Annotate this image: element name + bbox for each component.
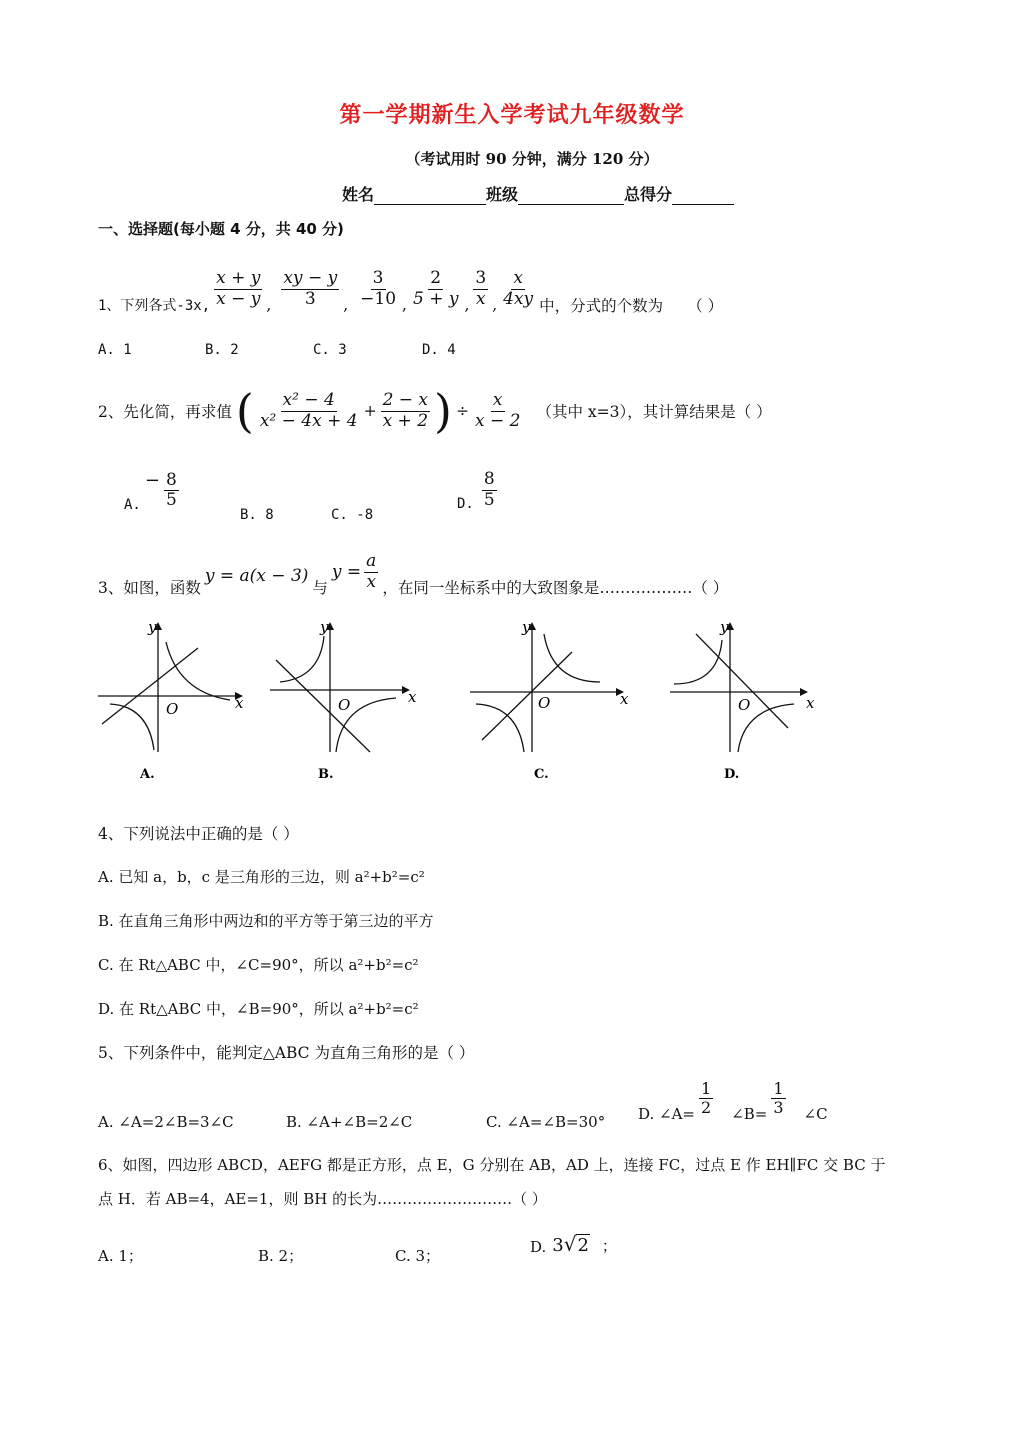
q5-option-c[interactable]: C. ∠A=∠B=30° [486,1113,606,1131]
q1-option-b[interactable]: B. 2 [205,342,239,358]
q5-option-b[interactable]: B. ∠A+∠B=2∠C [286,1113,413,1131]
q3-function-1: y = a(x − 3) [204,566,309,587]
q1-fraction-4: $\frac{2}{5 + y}$ [412,267,459,309]
q6-option-b[interactable]: B. 2； [258,1247,304,1265]
svg-text:x: x [620,690,629,708]
score-label: 总得分 [624,185,673,204]
class-blank[interactable] [518,188,624,205]
q2-option-d[interactable]: D. $\frac{8}{5}$ [457,469,495,513]
q2-fraction-c: $\frac{x}{x - 2}$ [474,389,521,431]
q5-option-a[interactable]: A. ∠A=2∠B=3∠C [98,1113,234,1131]
q2-option-c[interactable]: C. -8 [331,507,374,523]
svg-text:A.: A. [140,767,155,782]
question-3 [98,552,728,598]
question-6-line-2: 点 H．若 AB=4，AE=1，则 BH 的长为………………………（ ） [98,1190,547,1208]
graph-a[interactable] [98,618,244,782]
q1-fraction-6: $\frac{x}{4xy}$ [503,267,534,309]
q4-option-a[interactable]: A. 已知 a，b，c 是三角形的三边，则 a²+b²=c² [98,868,425,886]
svg-text:B.: B. [318,767,334,782]
class-label: 班级 [486,185,519,204]
q2-divide-sign: ÷ [455,402,469,420]
student-info [342,182,734,205]
svg-text:y: y [720,618,729,636]
q4-option-c[interactable]: C. 在 Rt△ABC 中，∠C=90°，所以 a²+b²=c² [98,956,419,974]
svg-text:O: O [738,696,751,714]
question-1: 1、下列各式-3x, $\frac{x + y}{x - y}$ , $\frac{xy - y}{3}$ , $\frac{3}{-10}$ , $\frac{2}{5 + y}$ , $\frac{3}{x}$ , $\frac{x}{4xy}$ 中，分式的个数为 （ ） [98,267,724,315]
svg-text:y: y [320,618,329,636]
svg-text:y: y [522,618,531,636]
q1-fraction-2: $\frac{xy - y}{3}$ [283,267,338,309]
graph-b[interactable] [270,618,417,782]
svg-text:y: y [148,618,157,636]
score-blank[interactable] [672,188,734,205]
q1-option-c[interactable]: C. 3 [313,342,347,358]
page-title: 第一学期新生入学考试九年级数学 [339,102,685,128]
q5-option-d[interactable]: D. ∠A= $\frac{1}{2}$ ∠B= $\frac{1}{3}$ ∠C [638,1079,828,1123]
q2-option-b[interactable]: B. 8 [240,507,274,523]
svg-text:x: x [235,694,244,712]
q3-prefix: 3、如图，函数 [98,579,201,598]
q1-fraction-3: $\frac{3}{-10}$ [360,267,397,309]
q1-fraction-1: $\frac{x + y}{x - y}$ [216,267,261,309]
q2-plus-sign: + [363,402,377,420]
svg-text:O: O [338,696,351,714]
q4-option-b[interactable]: B. 在直角三角形中两边和的平方等于第三边的平方 [98,912,434,930]
question-2 [98,384,772,438]
q2-suffix: （其中 x=3），其计算结果是（ ） [536,403,772,421]
q6-option-d[interactable]: D. 3 √ 2 ； [530,1232,617,1256]
q1-answer-paren[interactable]: （ ） [687,297,724,315]
question-5-stem: 5、下列条件中，能判定△ABC 为直角三角形的是（ ） [98,1044,475,1062]
name-label: 姓名 [342,185,375,204]
q6-sqrt-expression: 3 √ 2 [552,1232,589,1256]
q2-prefix: 2、先化简，再求值 [98,403,232,421]
exam-subtitle: （考试用时 90 分钟，满分 120 分） [405,150,659,168]
q2-fraction-a: $\frac{\text{x² − 4}}{\text{x² − 4x + 4}}$ [259,389,358,431]
section-heading: 一、选择题(每小题 4 分，共 40 分) [98,220,344,238]
svg-text:O: O [538,694,551,712]
question-4-stem: 4、下列说法中正确的是（ ） [98,825,299,843]
q2-right-paren: ) [434,384,452,438]
svg-text:x: x [408,688,417,706]
q4-option-d[interactable]: D. 在 Rt△ABC 中，∠B=90°，所以 a²+b²=c² [98,1000,419,1018]
name-blank[interactable] [374,188,486,205]
svg-text:x: x [806,694,815,712]
svg-text:O: O [166,700,179,718]
q2-option-a[interactable]: A. − $\frac{8}{5}$ [124,469,177,513]
svg-text:C.: C. [534,767,549,782]
q3-mid: 与 [312,579,328,598]
graph-c[interactable] [470,618,629,782]
graph-d[interactable] [670,618,815,782]
q3-function-2: y = $\frac{a}{x}$ [331,551,377,592]
q3-graphs [90,612,830,802]
q1-fraction-5: $\frac{3}{x}$ [475,267,487,309]
q1-option-a[interactable]: A. 1 [98,342,132,358]
q2-left-paren: ( [235,384,254,438]
q1-prefix: 1、下列各式-3x, [98,298,211,314]
q6-option-a[interactable]: A. 1； [98,1247,143,1265]
question-6-line-1: 6、如图，四边形 ABCD，AEFG 都是正方形，点 E，G 分别在 AB，AD 上，连接 FC，过点 E 作 EH∥FC 交 BC 于 [98,1156,886,1174]
svg-text:D.: D. [724,767,740,782]
q6-option-c[interactable]: C. 3； [395,1247,441,1265]
q1-option-d[interactable]: D. 4 [422,342,456,358]
q2-fraction-b: $\frac{2 - x}{x + 2}$ [382,389,429,431]
q3-suffix: ，在同一坐标系中的大致图象是………………（ ） [382,579,729,598]
q1-suffix: 中，分式的个数为 [539,297,664,315]
